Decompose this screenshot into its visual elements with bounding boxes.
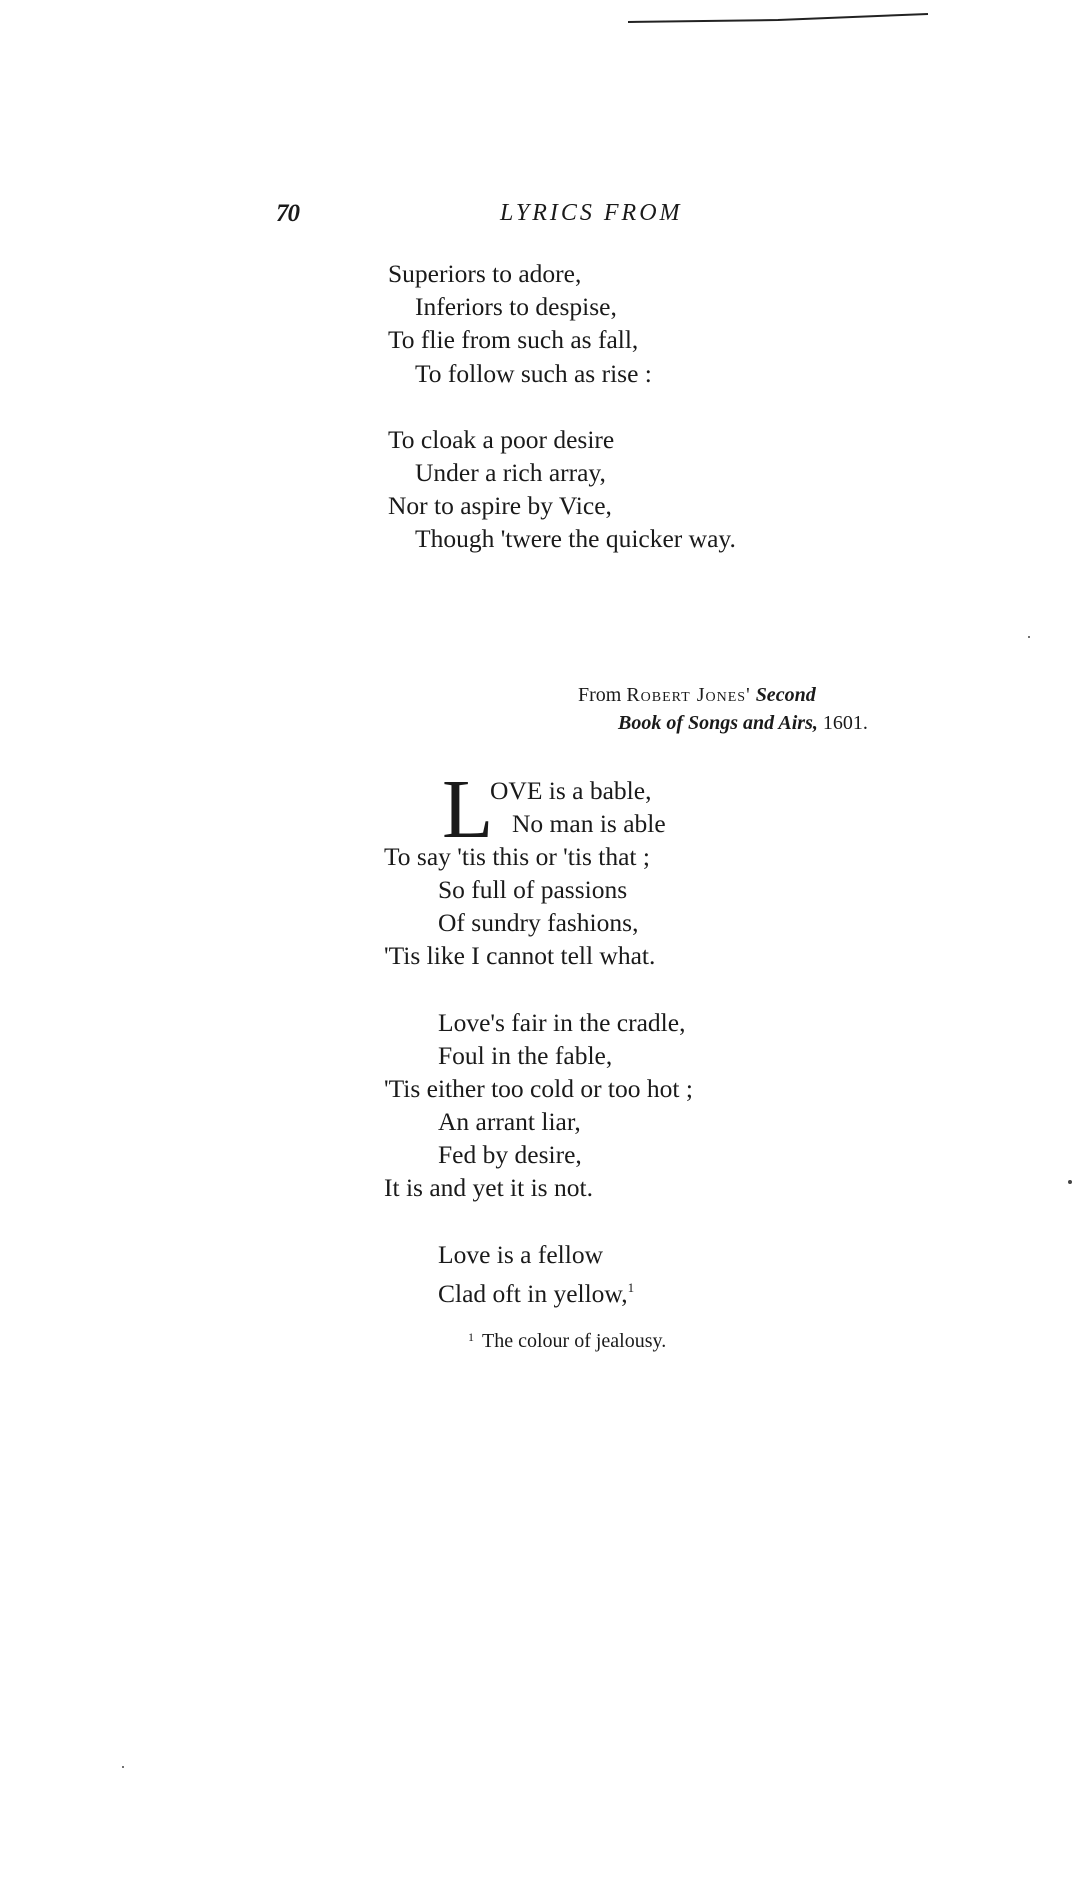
verse-line: No man is able: [512, 809, 666, 838]
footnote-marker: 1: [468, 1330, 474, 1344]
source-title-part1: Second: [755, 684, 816, 706]
scan-speck: [1028, 636, 1030, 638]
verse-line: Of sundry fashions,: [438, 908, 639, 937]
verse-line: To cloak a poor desire: [388, 425, 615, 454]
verse-line: Though 'twere the quicker way.: [415, 524, 736, 553]
source-line-1: [578, 684, 816, 707]
verse-line: An arrant liar,: [438, 1107, 581, 1136]
verse-line: To flie from such as fall,: [388, 325, 639, 354]
footnote-text: The colour of jealousy.: [482, 1330, 667, 1352]
source-line-2: [618, 712, 868, 735]
source-author: Robert Jones': [626, 684, 751, 706]
verse-line: 'Tis like I cannot tell what.: [384, 941, 656, 970]
verse-line: [438, 1272, 634, 1310]
source-from: From: [578, 684, 622, 706]
verse-line: To say 'tis this or 'tis that ;: [384, 842, 650, 871]
scan-speck: [122, 1766, 124, 1768]
verse-line: 'Tis either too cold or too hot ;: [384, 1074, 693, 1103]
scan-speck: [1068, 1180, 1072, 1184]
verse-line: So full of passions: [438, 875, 628, 904]
source-title-part2: Book of Songs and Airs,: [618, 712, 818, 734]
verse-line: Fed by desire,: [438, 1140, 582, 1169]
verse-line: OVE is a bable,: [490, 776, 652, 805]
source-year: 1601.: [822, 712, 868, 734]
page-number: 70: [276, 200, 299, 227]
scan-rule-line: [628, 12, 928, 24]
footnote-reference: 1: [627, 1280, 635, 1295]
verse-line: Love's fair in the cradle,: [438, 1008, 686, 1037]
verse-line: Nor to aspire by Vice,: [388, 491, 612, 520]
footnote: [468, 1330, 666, 1353]
verse-line: Superiors to adore,: [388, 259, 582, 288]
running-title: LYRICS FROM: [500, 200, 683, 226]
verse-line: Under a rich array,: [415, 458, 606, 487]
verse-line: Inferiors to despise,: [415, 292, 617, 321]
drop-cap: L: [442, 763, 494, 856]
verse-line: Love is a fellow: [438, 1240, 603, 1269]
verse-line: It is and yet it is not.: [384, 1173, 593, 1202]
verse-line: Foul in the fable,: [438, 1041, 613, 1070]
verse-text: Clad oft in yellow,: [438, 1279, 628, 1308]
verse-line: To follow such as rise :: [415, 359, 652, 388]
